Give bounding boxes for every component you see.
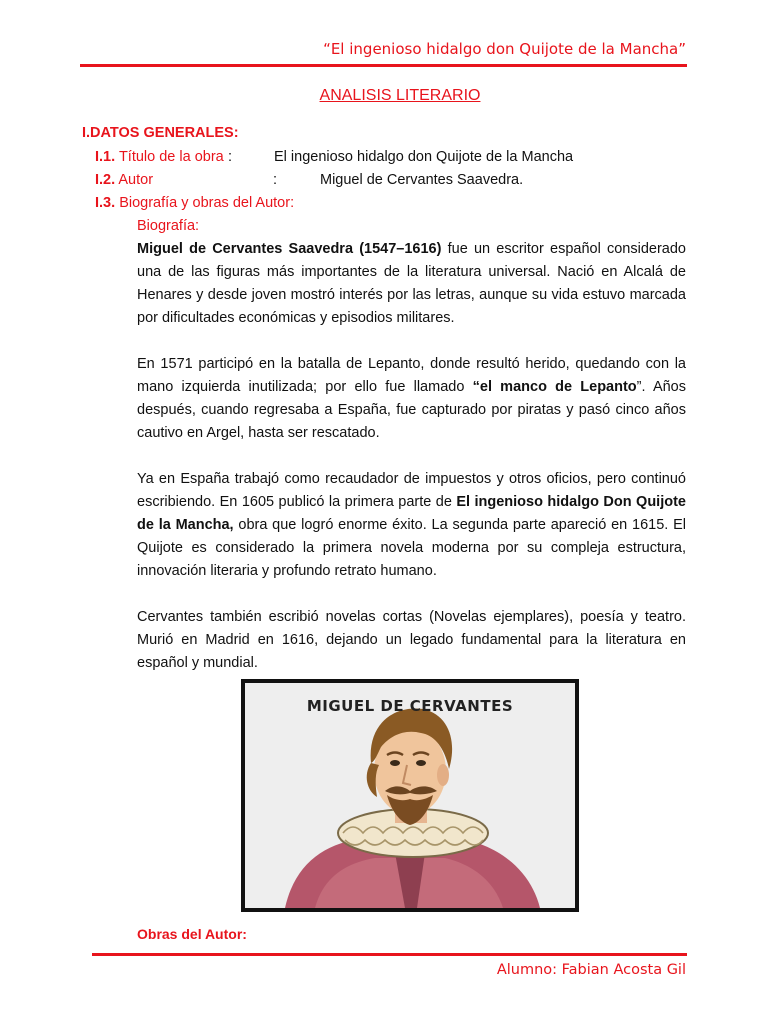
biography-text [137, 238, 686, 698]
portrait-illustration [245, 683, 575, 908]
item-number: I.2. [95, 172, 116, 188]
document-title: ANALISIS LITERARIO [319, 87, 481, 104]
biography-paragraph-1 [137, 238, 686, 330]
portrait-caption: MIGUEL DE CERVANTES [306, 697, 514, 715]
biography-heading: Biografía: [137, 218, 200, 234]
works-heading: Obras del Autor: [137, 926, 247, 942]
biography-paragraph-2 [137, 353, 686, 445]
footer-student-name: Alumno: Fabian Acosta Gil [496, 962, 686, 978]
header-divider [80, 64, 687, 67]
item-value-autor: Miguel de Cervantes Saavedra. [320, 172, 524, 188]
item-colon: : [228, 149, 233, 165]
header-title: “El ingenioso hidalgo don Quijote de la Mancha” [323, 40, 686, 58]
section-heading-datos-generales: I.DATOS GENERALES: [82, 125, 239, 141]
item-label: Biografía y obras del Autor: [119, 195, 295, 211]
item-label: Autor [118, 172, 154, 188]
bold-text: El ingenioso hidalgo Don Quijote de la Mancha, [137, 494, 686, 533]
item-label: Título de la obra [118, 149, 224, 165]
paragraph-text: fue un escritor español considerado una de las figuras más importantes de la literatura universal. Nació en Alcalá de Henares y desde joven mostró interés por las letras, aunque su vida estuvo marcada por dificultades económicas y episodios militares. [137, 241, 686, 326]
paragraph-text: obra que logró enorme éxito. La segunda parte apareció en 1615. El Quijote es considerado la primera novela moderna por su compleja estructura, innovación literaria y profundo retrato humano. [137, 517, 686, 579]
item-autor [95, 171, 153, 189]
item-value-titulo: El ingenioso hidalgo don Quijote de la Mancha [274, 149, 574, 165]
paragraph-text: ”. Años después, cuando regresaba a España, fue capturado por piratas y pasó cinco años cautivo en Argel, hasta ser rescatado. [137, 379, 686, 441]
author-portrait [241, 679, 579, 912]
bold-text: “el manco de Lepanto [472, 379, 637, 395]
item-number: I.1. [95, 149, 116, 165]
biography-paragraph-3 [137, 468, 686, 583]
item-colon: : [273, 172, 278, 188]
item-number: I.3. [95, 195, 116, 211]
item-biografia [95, 194, 294, 212]
paragraph-text: Ya en España trabajó como recaudador de impuestos y otros oficios, pero continuó escribiendo. En 1605 publicó la primera parte de [137, 471, 686, 510]
footer-divider [92, 953, 687, 956]
biography-paragraph-4: Cervantes también escribió novelas cortas (Novelas ejemplares), poesía y teatro. Murió en Madrid en 1616, dejando un legado fundamental para la literatura en español y mundial. [137, 609, 686, 671]
item-titulo [95, 148, 224, 166]
paragraph-text: En 1571 participó en la batalla de Lepanto, donde resultó herido, quedando con la mano izquierda inutilizada; por ello fue llamado [137, 356, 686, 395]
bold-text: Miguel de Cervantes Saavedra (1547–1616) [137, 241, 442, 257]
